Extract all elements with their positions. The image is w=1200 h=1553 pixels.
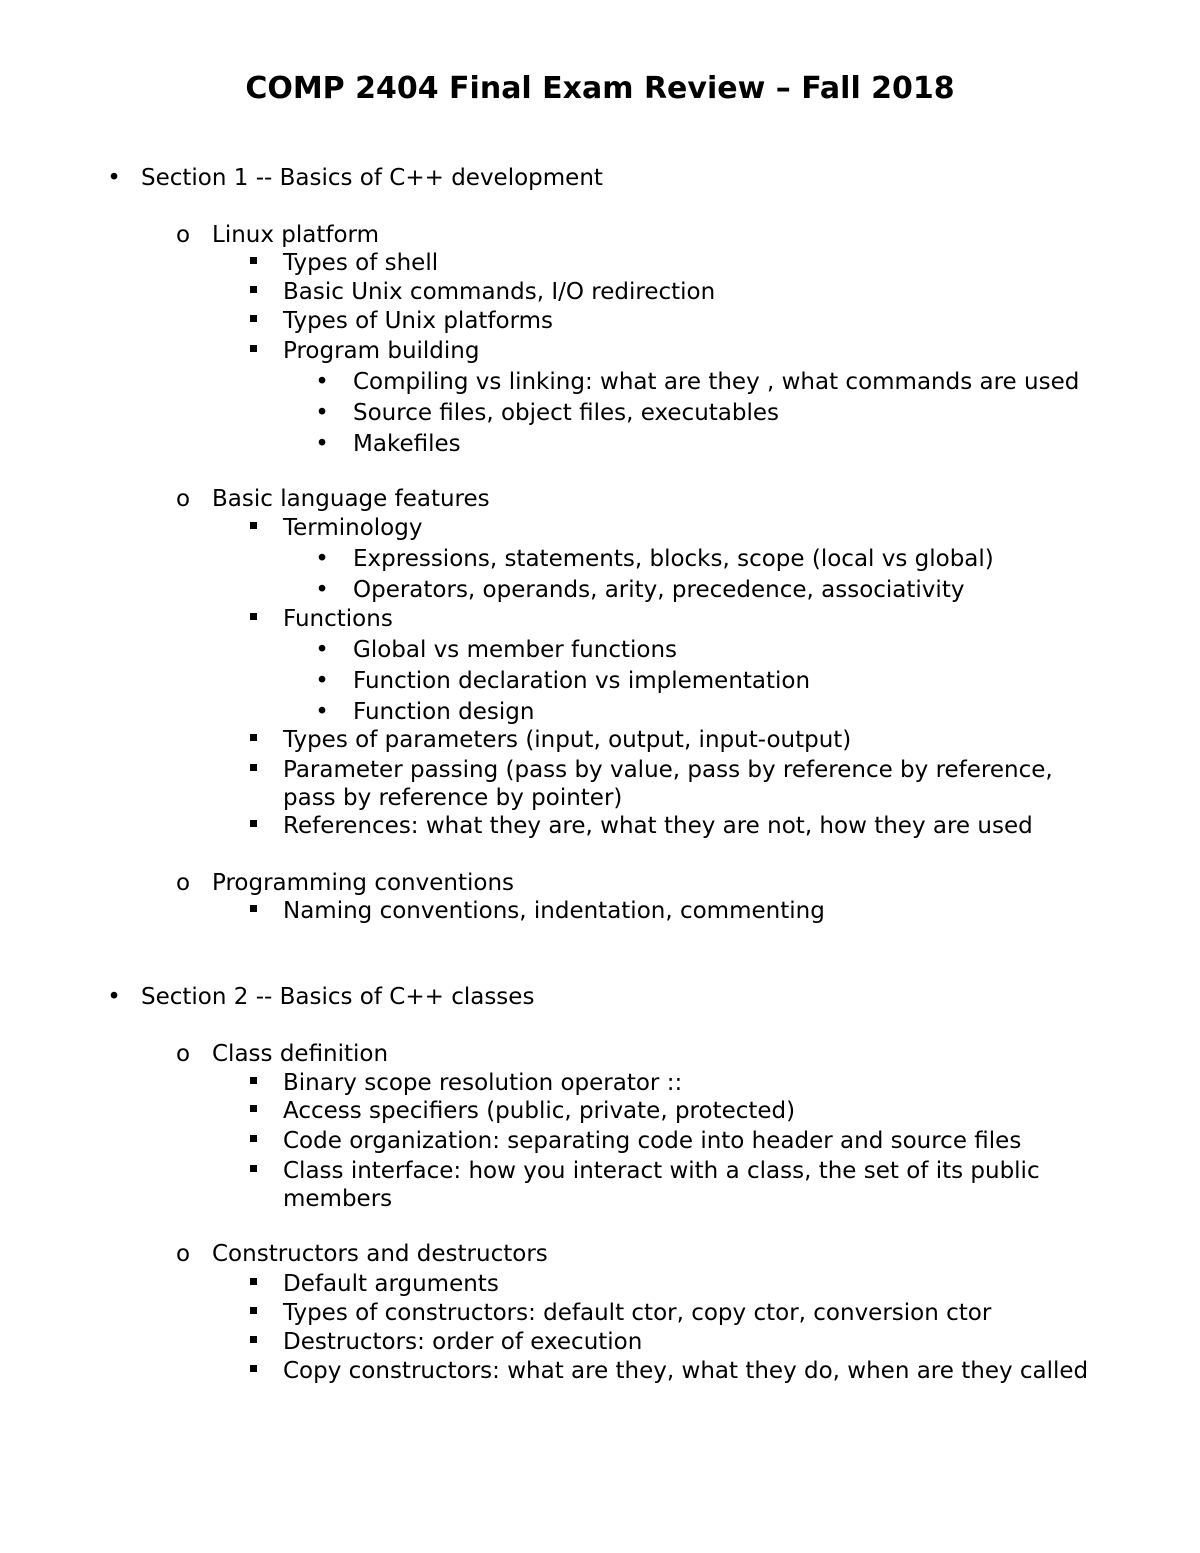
list-item: Terminology (283, 515, 423, 541)
list-item: Copy constructors: what are they, what they do, when are they called (283, 1358, 1089, 1384)
bullet-square (243, 514, 263, 542)
bullet-dot (312, 636, 332, 664)
topic-heading: Programming conventions (212, 870, 514, 896)
topic-heading: Basic language features (212, 486, 490, 512)
list-item: Binary scope resolution operator :: (283, 1070, 683, 1096)
list-item: Basic Unix commands, I/O redirection (283, 279, 716, 305)
bullet-dot (312, 667, 332, 695)
page-title: COMP 2404 Final Exam Review – Fall 2018 (245, 71, 955, 106)
list-item: References: what they are, what they are not, how they are used (283, 813, 1033, 839)
bullet-square (243, 1097, 263, 1125)
bullet-square (243, 249, 263, 277)
bullet-disc (104, 983, 124, 1011)
sub-list-item: Source files, object files, executables (353, 400, 780, 426)
bullet-square (243, 278, 263, 306)
list-item: Default arguments (283, 1271, 499, 1297)
bullet-square (243, 1270, 263, 1298)
bullet-square (243, 1299, 263, 1327)
sub-list-item: Global vs member functions (353, 637, 677, 663)
section-heading: Section 1 -- Basics of C++ development (141, 165, 603, 191)
list-item: Naming conventions, indentation, commenting (283, 898, 825, 924)
bullet-square (243, 812, 263, 840)
sub-list-item: Compiling vs linking: what are they , what commands are used (353, 369, 1080, 395)
list-item: Access specifiers (public, private, protected) (283, 1098, 796, 1124)
topic-heading: Class definition (212, 1041, 389, 1067)
bullet-square (243, 337, 263, 365)
list-item: Types of parameters (input, output, input-output) (283, 727, 852, 753)
section-heading: Section 2 -- Basics of C++ classes (141, 984, 535, 1010)
bullet-square (243, 756, 263, 784)
topic-heading: Constructors and destructors (212, 1241, 548, 1267)
bullet-dot (312, 399, 332, 427)
bullet-square (243, 1328, 263, 1356)
list-item: Functions (283, 606, 393, 632)
list-item: Destructors: order of execution (283, 1329, 643, 1355)
list-item: Types of constructors: default ctor, copy ctor, conversion ctor (283, 1300, 992, 1326)
list-item: Program building (283, 338, 480, 364)
bullet-dot (312, 430, 332, 458)
topic-heading: Linux platform (212, 222, 380, 248)
list-item: Types of Unix platforms (283, 308, 554, 334)
bullet-circle (173, 1040, 193, 1068)
bullet-circle (173, 221, 193, 249)
bullet-circle (173, 869, 193, 897)
sub-list-item: Function design (353, 699, 535, 725)
bullet-square (243, 605, 263, 633)
bullet-square (243, 897, 263, 925)
list-item: Code organization: separating code into header and source files (283, 1128, 1022, 1154)
sub-list-item: Expressions, statements, blocks, scope (local vs global) (353, 546, 994, 572)
bullet-square (243, 1127, 263, 1155)
bullet-square (243, 1357, 263, 1385)
bullet-disc (104, 164, 124, 192)
list-item: Types of shell (283, 250, 439, 276)
sub-list-item: Operators, operands, arity, precedence, associativity (353, 577, 965, 603)
bullet-square (243, 307, 263, 335)
list-item-continuation: pass by reference by pointer) (283, 785, 623, 811)
list-item: Parameter passing (pass by value, pass by reference by reference, (283, 757, 1053, 783)
bullet-square (243, 1157, 263, 1185)
bullet-dot (312, 545, 332, 573)
bullet-circle (173, 1240, 193, 1268)
list-item-continuation: members (283, 1186, 393, 1212)
bullet-dot (312, 698, 332, 726)
bullet-dot (312, 576, 332, 604)
sub-list-item: Function declaration vs implementation (353, 668, 811, 694)
list-item: Class interface: how you interact with a class, the set of its public (283, 1158, 1040, 1184)
bullet-dot (312, 368, 332, 396)
bullet-circle (173, 485, 193, 513)
bullet-square (243, 1069, 263, 1097)
bullet-square (243, 726, 263, 754)
sub-list-item: Makefiles (353, 431, 461, 457)
